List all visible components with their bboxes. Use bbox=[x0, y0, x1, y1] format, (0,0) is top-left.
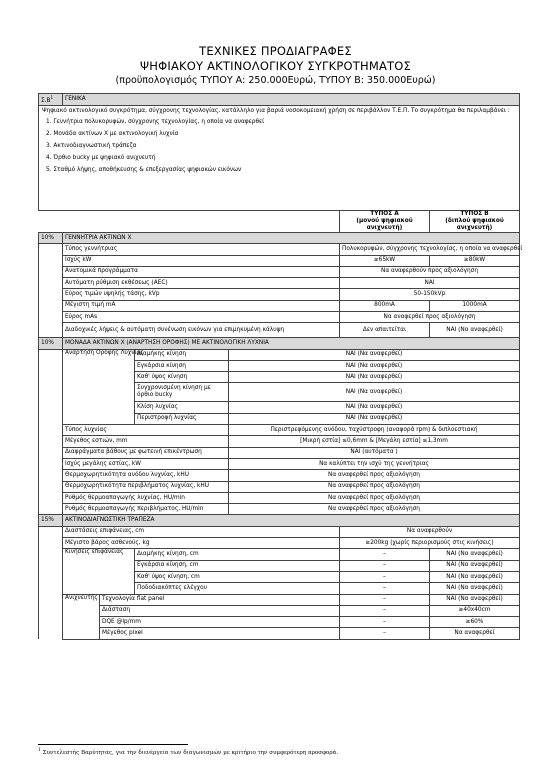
spec-label: Εγκάρσια κίνηση, cm bbox=[135, 560, 340, 571]
list-item: 2. Μονάδα ακτίνων Χ με ακτινολογική λυχνία bbox=[46, 130, 179, 137]
table-row bbox=[39, 436, 520, 447]
spec-label: Ισχύς μεγάλης εστίας, kW bbox=[63, 458, 229, 469]
list-item: 3. Ακτινοδιαγνωστική τράπεζα bbox=[46, 142, 137, 149]
section-general-header bbox=[39, 94, 520, 106]
spec-value: Να αναφερθεί προς αξιολόγηση bbox=[340, 312, 520, 323]
spec-label: Συγχρονισμένη κίνηση με όρθιο bucky bbox=[135, 383, 229, 402]
spec-label: Διάσταση bbox=[100, 605, 340, 616]
spec-value-a: 800mA bbox=[340, 300, 430, 311]
spec-value: Περιστρεφόμενης ανόδου, ταχύστροφη (αναφορά rpm) & διπλοεστιακή bbox=[229, 425, 520, 436]
spec-value: 50-150kVp bbox=[340, 289, 520, 300]
spec-label: DQE @lp/mm bbox=[100, 617, 340, 628]
spec-label: Τύπος γεννήτριας bbox=[63, 244, 340, 255]
table-row bbox=[39, 594, 520, 605]
table-row bbox=[39, 504, 520, 515]
spec-value: ΝΑΙ (Να αναφερθεί) bbox=[229, 372, 520, 383]
spec-label: Αυτόματη ρύθμιση εκθέσεως (AEC) bbox=[63, 278, 340, 289]
spec-label: Τεχνολογία flat panel bbox=[100, 594, 340, 605]
spec-table bbox=[38, 93, 523, 640]
spec-label: Διαδοχικές λήψεις & αυτόματη συνένωση εικόνων για επιμηκυμένη κάλυψη bbox=[63, 323, 340, 338]
spec-value: [Μικρή εστία] ≤0,6mm & [Μεγάλη εστία] ≤1,3mm bbox=[229, 436, 520, 447]
table-row bbox=[39, 266, 520, 277]
table-row bbox=[39, 492, 520, 503]
section-xray-header bbox=[39, 338, 520, 349]
spec-label: Περιστροφή λυχνίας bbox=[135, 413, 229, 424]
spec-label: Θερμοχωρητικότητα ανόδου λυχνίας, kHU bbox=[63, 470, 229, 481]
spec-label: Μέγεθος pixel bbox=[100, 628, 340, 639]
spec-value-a: – bbox=[340, 628, 430, 639]
table-row bbox=[39, 300, 520, 311]
section-weight: 10% bbox=[39, 338, 63, 349]
table-row bbox=[39, 312, 520, 323]
spec-value: Πολυκορυφών, σύγχρονης τεχνολογίας, η οποία να αναφερθεί bbox=[340, 244, 520, 255]
spec-value: ΝΑΙ (Να αναφερθεί) bbox=[229, 413, 520, 424]
spec-label: Τύπος λυχνίας bbox=[63, 425, 229, 436]
spec-value-b: ΝΑΙ (Να αναφερθεί) bbox=[430, 549, 520, 560]
table-row bbox=[39, 617, 520, 628]
spec-label: Ρυθμός θερμοαπαγωγής λυχνίας, HU/min bbox=[63, 492, 229, 503]
spec-value: Να καλύπτει την ισχύ της γεννήτριας bbox=[229, 458, 520, 469]
spec-label: Κλίση λυχνίας bbox=[135, 402, 229, 413]
suspension-label: Ανάρτηση Οροφής Λυχνίας bbox=[63, 349, 135, 424]
section-weight: 10% bbox=[39, 232, 63, 243]
spec-label: Διαφράγματα βάθους με φωτεινή επικέντρωση bbox=[63, 447, 229, 458]
table-row bbox=[39, 349, 520, 360]
table-row bbox=[39, 470, 520, 481]
doc-title-line1: ΤΕΧΝΙΚΕΣ ΠΡΟΔΙΑΓΡΑΦΕΣ bbox=[199, 44, 352, 58]
table-row bbox=[39, 628, 520, 639]
spec-label: Διαμήκης κίνηση, cm bbox=[135, 549, 340, 560]
spec-value-a: Δεν απαιτείται bbox=[340, 323, 430, 338]
table-row bbox=[39, 255, 520, 266]
list-item: 5. Σταθμό λήψης, αποθήκευσης & επεξεργασίας ψηφιακών εικόνων bbox=[46, 166, 242, 173]
spec-label: Εύρος mAs bbox=[63, 312, 340, 323]
spec-value: ≥200kg (χωρίς περιορισμούς στις κινήσεις) bbox=[340, 538, 520, 549]
section-heading: ΓΕΝΙΚΑ bbox=[63, 94, 520, 106]
spec-value: Να αναφερθούν προς αξιολόγηση bbox=[340, 266, 520, 277]
spec-value-b: ΝΑΙ (Να αναφερθεί) bbox=[430, 583, 520, 594]
spec-value-a: – bbox=[340, 583, 430, 594]
spec-value: Να αναφερθεί προς αξιολόγηση bbox=[229, 504, 520, 515]
spec-value: ΝΑΙ (αυτόματα ) bbox=[229, 447, 520, 458]
doc-title-budget: (προϋπολογισμός ΤΥΠΟΥ Α: 250.000Ευρώ, ΤΥΠΟΥ Β: 350.000Ευρώ) bbox=[115, 75, 436, 86]
spec-value-a: – bbox=[340, 571, 430, 582]
spec-value-b: ΝΑΙ (Να αναφερθεί) bbox=[430, 560, 520, 571]
spec-label: Καθ' ύψος κίνηση bbox=[135, 372, 229, 383]
spec-value: ΝΑΙ bbox=[340, 278, 520, 289]
table-row bbox=[39, 447, 520, 458]
spec-label: Ανατομικά προγράμματα bbox=[63, 266, 340, 277]
spec-value-a: – bbox=[340, 594, 430, 605]
section-heading: ΜΟΝΑΔΑ ΑΚΤΙΝΩΝ Χ (ΑΝΑΡΤΗΣΗ ΟΡΟΦΗΣ) ΜΕ ΑΚΤΙΝΟΛΟΓΙΚΗ ΛΥΧΝΙΑ bbox=[63, 338, 520, 349]
section-heading: ΑΚΤΙΝΟΔΙΑΓΝΩΣΤΙΚΗ ΤΡΑΠΕΖΑ bbox=[63, 515, 520, 526]
spec-value-a: – bbox=[340, 549, 430, 560]
table-row bbox=[39, 244, 520, 255]
spec-value-b: ≥60% bbox=[430, 617, 520, 628]
spec-label: Καθ' ύψος κίνηση, cm bbox=[135, 571, 340, 582]
spec-value-a: – bbox=[340, 605, 430, 616]
general-intro: Ψηφιακό ακτινολογικό συγκρότημα, σύγχρονης τεχνολογίας, κατάλληλο για βαριά νοσοκομειακή χρήση σε περιβάλλον Τ.Ε.Π. Το συγκρότημα θα περιλαμβάνει : bbox=[42, 107, 510, 114]
spec-label: Διαμήκης κίνηση bbox=[135, 349, 229, 360]
section-weight: 15% bbox=[39, 515, 63, 526]
spec-value: ΝΑΙ (Να αναφερθεί) bbox=[229, 349, 520, 360]
spec-label: Ποδοδιακόπτες ελέγχου bbox=[135, 583, 340, 594]
table-row bbox=[39, 605, 520, 616]
spec-label: Εγκάρσια κίνηση bbox=[135, 360, 229, 371]
spec-value-a: – bbox=[340, 617, 430, 628]
table-row bbox=[39, 323, 520, 338]
spec-value: ΝΑΙ (Να αναφερθεί) bbox=[229, 383, 520, 402]
type-a-header: ΤΥΠΟΣ Α (μονού ψηφιακού ανιχνευτή) bbox=[340, 210, 430, 232]
spec-value-b: ≥40x40cm bbox=[430, 605, 520, 616]
doc-title-line2: ΨΗΦΙΑΚΟΥ ΑΚΤΙΝΟΛΟΓΙΚΟΥ ΣΥΓΚΡΟΤΗΜΑΤΟΣ bbox=[140, 59, 411, 73]
table-row bbox=[39, 481, 520, 492]
spec-label: Θερμοχωρητικότητα περιβλήματος λυχνίας, kHU bbox=[63, 481, 229, 492]
table-row bbox=[39, 278, 520, 289]
footnote-text: Συντελεστής Βαρύτητας, για την διενέργεια των διαγωνισμών με κριτήριο την συμφερότερη προσφορά. bbox=[42, 749, 339, 756]
table-row bbox=[39, 526, 520, 537]
list-item: 4. Όρθιο bucky με ψηφιακό ανιχνευτή bbox=[46, 154, 156, 161]
motion-label: Κινήσεις επιφάνειας bbox=[63, 549, 135, 594]
table-row bbox=[39, 458, 520, 469]
detector-label: Ανιχνευτής bbox=[63, 594, 100, 639]
table-row bbox=[39, 425, 520, 436]
spec-value: Να αναφερθούν bbox=[340, 526, 520, 537]
footnote-rule bbox=[38, 744, 188, 745]
spec-value-a: – bbox=[340, 560, 430, 571]
spec-value-b: Να αναφερθεί bbox=[430, 628, 520, 639]
spec-value: ΝΑΙ (Να αναφερθεί) bbox=[229, 360, 520, 371]
spec-label: Μέγιστο βάρος ασθενούς, kg bbox=[63, 538, 340, 549]
spec-value-b: ΝΑΙ (Να αναφερθεί) bbox=[430, 571, 520, 582]
type-b-header: ΤΥΠΟΣ Β (διπλού ψηφιακού ανιχνευτή) bbox=[430, 210, 520, 232]
table-row bbox=[39, 538, 520, 549]
section-weight: $\Sigma.B^1$ bbox=[39, 94, 63, 106]
spec-value-b: 1000mA bbox=[430, 300, 520, 311]
general-body bbox=[39, 105, 520, 210]
spec-value-b: ≥80kW bbox=[430, 255, 520, 266]
spec-value: Να αναφερθεί προς αξιολόγηση bbox=[229, 492, 520, 503]
section-generator-header bbox=[39, 232, 520, 243]
spec-value-b: ΝΑΙ (Να αναφερθεί) bbox=[430, 323, 520, 338]
footnote-mark: 1 bbox=[38, 748, 41, 753]
spec-value: Να αναφερθεί προς αξιολόγηση bbox=[229, 470, 520, 481]
section-heading: ΓΕΝΝΗΤΡΙΑ ΑΚΤΙΝΩΝ Χ bbox=[63, 232, 520, 243]
table-row bbox=[39, 289, 520, 300]
spec-value: Να αναφερθεί προς αξιολόγηση bbox=[229, 481, 520, 492]
footnote bbox=[38, 748, 338, 756]
spec-label: Μέγεθος εστιών, mm bbox=[63, 436, 229, 447]
table-row bbox=[39, 549, 520, 560]
spec-label: Εύρος τιμών υψηλής τάσης, kVp bbox=[63, 289, 340, 300]
spec-value: ΝΑΙ (Να αναφερθεί) bbox=[229, 402, 520, 413]
section-table-header bbox=[39, 515, 520, 526]
list-item: 1. Γεννήτρια πολυκορυφών, σύγχρονης τεχνολογίας, η οποία να αναφερθεί bbox=[46, 118, 265, 125]
spec-value-b: ΝΑΙ (Να αναφερθεί) bbox=[430, 594, 520, 605]
spec-label: Ισχύς kW bbox=[63, 255, 340, 266]
spec-value-a: ≥65kW bbox=[340, 255, 430, 266]
spec-label: Μέγιστη τιμή mA bbox=[63, 300, 340, 311]
spec-label: Ρυθμός θερμοαπαγωγής περιβλήματος, HU/min bbox=[63, 504, 229, 515]
type-header-row bbox=[39, 210, 520, 232]
spec-label: Διαστάσεις επιφάνειας, cm bbox=[63, 526, 340, 537]
